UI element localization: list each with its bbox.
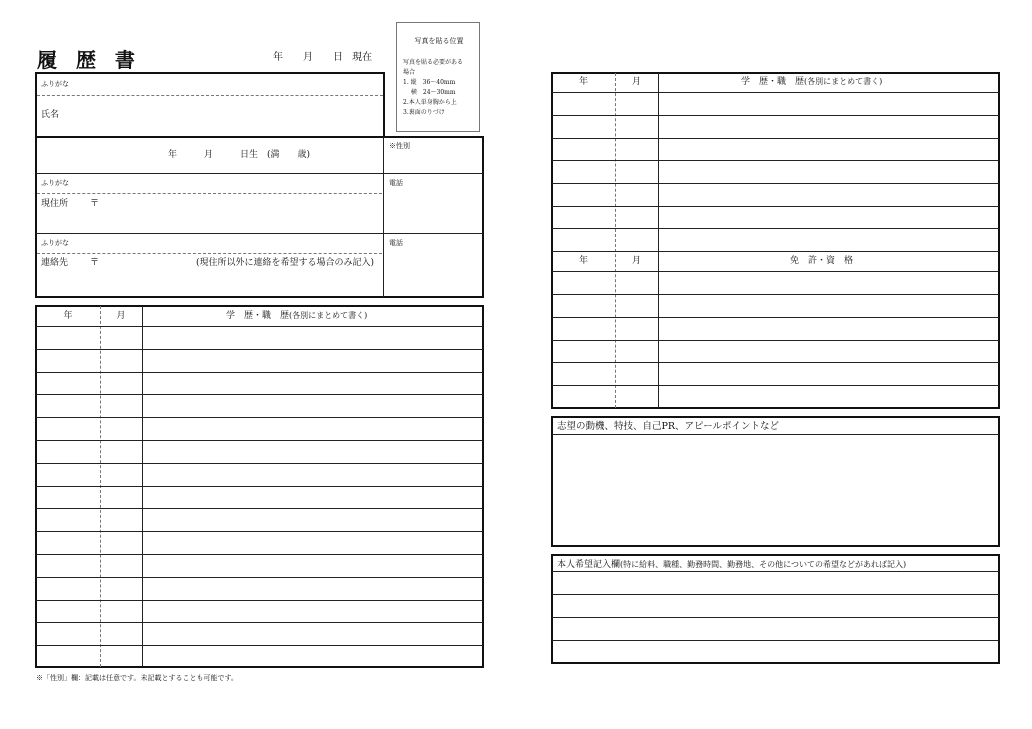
motivation-box[interactable] — [551, 416, 1000, 547]
col-history-title: 学 歴・職 歴(各別にまとめて書く) — [226, 311, 368, 321]
table-row-line — [552, 228, 999, 229]
photo-line: 2.本人単身胸から上 — [403, 99, 457, 106]
table-row-line — [36, 463, 483, 464]
photo-line: 1. 縦 36～40mm — [403, 79, 456, 86]
photo-line: 写真を貼る必要がある — [403, 59, 464, 66]
col-year: 年 — [578, 77, 588, 87]
photo-placeholder[interactable] — [396, 22, 480, 132]
name-label: 氏名 — [41, 110, 60, 120]
birth-date-label: 年 月 日生 (満 歳) — [168, 150, 311, 160]
table-row-line — [552, 594, 999, 595]
photo-line: 場合 — [403, 69, 416, 76]
table-row-line — [552, 294, 999, 295]
phone-label: 電話 — [389, 179, 403, 187]
col-month: 月 — [631, 77, 641, 87]
col-history-title: 学 歴・職 歴(各別にまとめて書く) — [741, 77, 883, 87]
contact-note: (現住所以外に連絡を希望する場合のみ記入) — [196, 258, 375, 268]
table-row-line — [552, 317, 999, 318]
table-row-line — [552, 206, 999, 207]
col-month: 月 — [116, 311, 126, 321]
name-box — [35, 72, 385, 138]
table-row-line — [552, 271, 999, 272]
postal-mark: 〒 — [90, 199, 100, 209]
table-row-line — [36, 531, 483, 532]
license-col-month: 月 — [631, 256, 641, 266]
photo-title: 写真を貼る位置 — [414, 37, 464, 45]
furigana-contact-label: ふりがな — [41, 239, 69, 247]
table-row-line — [36, 417, 483, 418]
personal-info-box — [35, 136, 484, 298]
gender-footnote: ※「性別」欄：記載は任意です。未記載とすることも可能です。 — [36, 674, 238, 682]
furigana-label: ふりがな — [41, 80, 69, 88]
gender-label: ※性別 — [389, 142, 410, 150]
table-row-line — [552, 340, 999, 341]
table-row-line — [552, 251, 999, 252]
table-row-line — [36, 508, 483, 509]
history-table-right — [551, 72, 1000, 409]
table-row-line — [36, 394, 483, 395]
license-col-year: 年 — [578, 256, 588, 266]
contact-label: 連絡先 — [41, 258, 69, 268]
table-row-line — [552, 571, 999, 572]
request-label: 本人希望記入欄(特に給料、職種、勤務時間、勤務地、その他についての希望などがあれば記入) — [557, 560, 907, 570]
col-year: 年 — [63, 311, 73, 321]
table-row-line — [552, 362, 999, 363]
table-row-line — [36, 600, 483, 601]
table-row-line — [36, 326, 483, 327]
table-row-line — [552, 183, 999, 184]
table-row-line — [552, 138, 999, 139]
photo-line: 横 24～30mm — [403, 89, 456, 96]
table-row-line — [36, 577, 483, 578]
address-label: 現住所 — [41, 199, 69, 209]
table-row-line — [36, 440, 483, 441]
furigana-address-label: ふりがな — [41, 179, 69, 187]
date-line: 年 月 日 現在 — [273, 52, 373, 63]
license-col-title: 免 許・資 格 — [790, 256, 854, 266]
motivation-label: 志望の動機、特技、自己PR、アピールポイントなど — [557, 421, 779, 432]
photo-line: 3.裏面のりづけ — [403, 109, 445, 116]
phone-label-2: 電話 — [389, 239, 403, 247]
table-row-line — [552, 92, 999, 93]
table-row-line — [36, 349, 483, 350]
table-row-line — [36, 554, 483, 555]
table-row-line — [552, 115, 999, 116]
table-row-line — [552, 617, 999, 618]
table-row-line — [36, 645, 483, 646]
table-row-line — [36, 622, 483, 623]
table-row-line — [552, 385, 999, 386]
table-row-line — [36, 486, 483, 487]
table-row-line — [552, 160, 999, 161]
document-title: 履 歴 書 — [37, 48, 141, 72]
postal-mark: 〒 — [90, 258, 100, 268]
table-row-line — [552, 640, 999, 641]
table-row-line — [36, 372, 483, 373]
